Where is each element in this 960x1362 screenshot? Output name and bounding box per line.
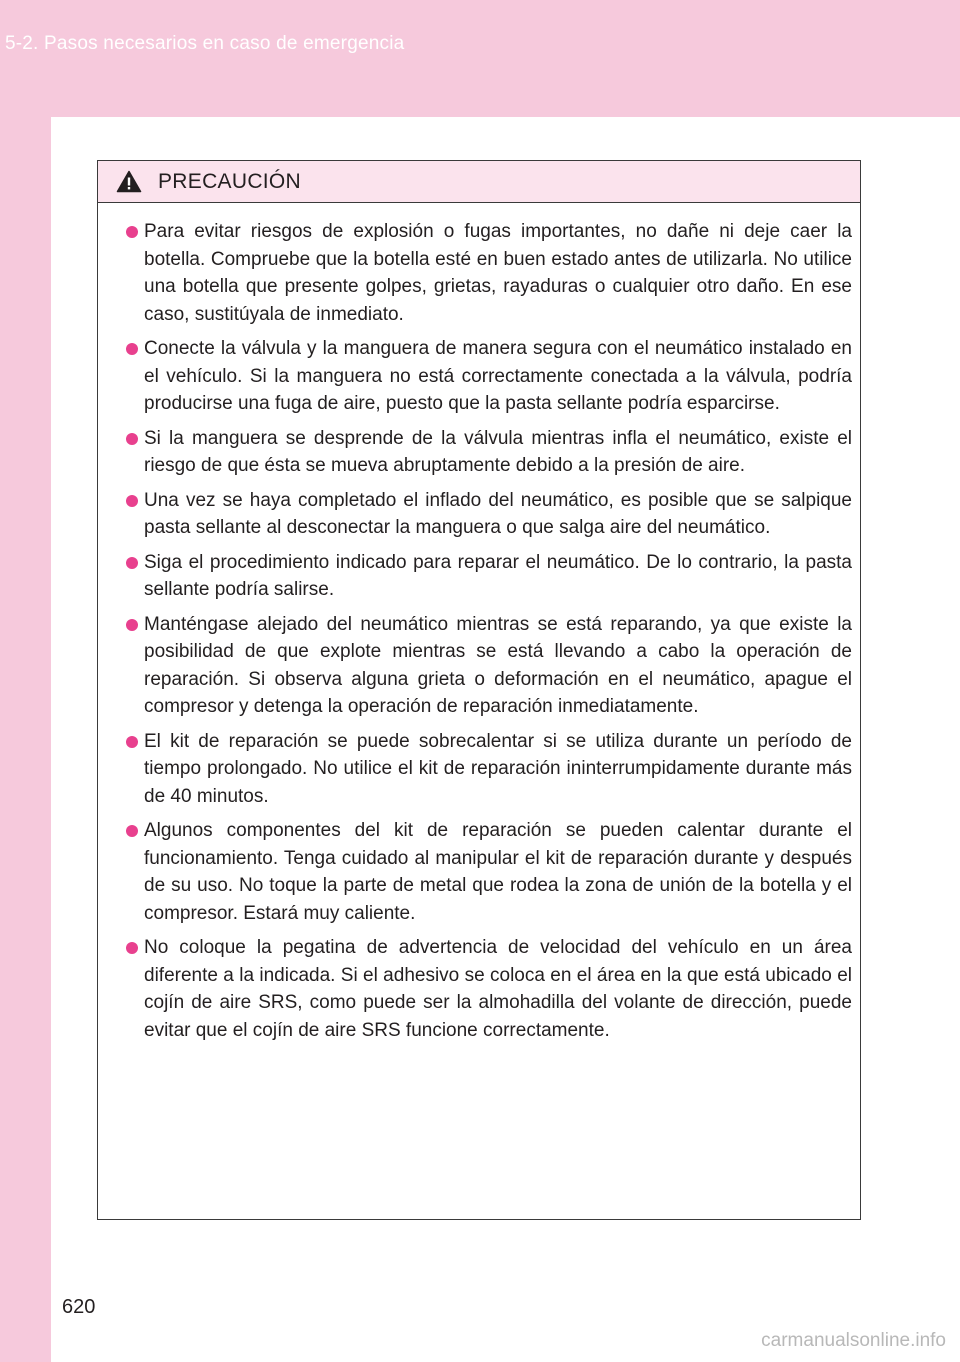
caution-item <box>98 728 852 811</box>
bullet-icon <box>126 343 138 355</box>
caution-box <box>97 160 861 1220</box>
caution-item-text: Si la manguera se desprende de la válvula mientras infla el neumático, existe el riesgo de que ésta se mueva abruptamente debido a la presión de aire. <box>144 427 852 476</box>
caution-item-text: No coloque la pegatina de advertencia de velocidad del vehículo en un área diferente a la indicada. Si el adhesivo se coloca en el área en la que está ubicado el cojín de aire SRS, como puede ser la almohadilla del volante de dirección, puede evitar que el cojín de aire SRS funcione correctamente. <box>144 937 852 1041</box>
caution-item-text: Para evitar riesgos de explosión o fugas importantes, no dañe ni deje caer la botella. Compruebe que la botella esté en buen estado antes de utilizarla. No utilice una botella que presente golpes, grietas, rayaduras o cualquier otro daño. En ese caso, sustitúyala de inmediato. <box>144 221 852 325</box>
bullet-icon <box>126 825 138 837</box>
bullet-icon <box>126 433 138 445</box>
caution-item-text: Algunos componentes del kit de reparación se pueden calentar durante el funcionamiento. Tenga cuidado al manipular el kit de reparación durante y después de su uso. No toque la parte de metal que rodea la zona de unión de la botella y el compresor. Estará muy caliente. <box>144 820 852 924</box>
side-band <box>0 117 51 1362</box>
bullet-icon <box>126 942 138 954</box>
bullet-icon <box>126 495 138 507</box>
caution-title: PRECAUCIÓN <box>158 170 302 193</box>
caution-item <box>98 611 852 721</box>
caution-item-text: Una vez se haya completado el inflado del neumático, es posible que se salpique pasta sellante al desconectar la manguera o que salga aire del neumático. <box>144 489 852 538</box>
caution-list <box>98 203 860 1044</box>
header-band <box>0 0 960 117</box>
watermark: carmanualsonline.info <box>761 1330 946 1351</box>
caution-item <box>98 487 852 542</box>
caution-item <box>98 425 852 480</box>
caution-item <box>98 934 852 1044</box>
caution-item <box>98 218 852 328</box>
section-title: 5-2. Pasos necesarios en caso de emergencia <box>5 33 405 54</box>
bullet-icon <box>126 226 138 238</box>
bullet-icon <box>126 557 138 569</box>
bullet-icon <box>126 736 138 748</box>
caution-item-text: Conecte la válvula y la manguera de manera segura con el neumático instalado en el vehículo. Si la manguera no está correctamente conectada a la válvula, podría producirse una fuga de aire, puesto que la pasta sellante podría esparcirse. <box>144 338 852 414</box>
page-number: 620 <box>62 1296 96 1318</box>
caution-item <box>98 817 852 927</box>
caution-item-text: Manténgase alejado del neumático mientras se está reparando, ya que existe la posibilidad de que explote mientras se está llevando a cabo la operación de reparación. Si observa alguna grieta o deformación en el neumático, apague el compresor y detenga la operación de reparación inmediatamente. <box>144 613 852 717</box>
caution-item <box>98 549 852 604</box>
caution-header <box>98 161 860 203</box>
caution-item <box>98 335 852 418</box>
bullet-icon <box>126 619 138 631</box>
caution-item-text: Siga el procedimiento indicado para reparar el neumático. De lo contrario, la pasta sellante podría salirse. <box>144 551 852 600</box>
warning-triangle-icon <box>116 170 142 193</box>
caution-item-text: El kit de reparación se puede sobrecalentar si se utiliza durante un período de tiempo prolongado. No utilice el kit de reparación ininterrumpidamente durante más de 40 minutos. <box>144 730 852 807</box>
